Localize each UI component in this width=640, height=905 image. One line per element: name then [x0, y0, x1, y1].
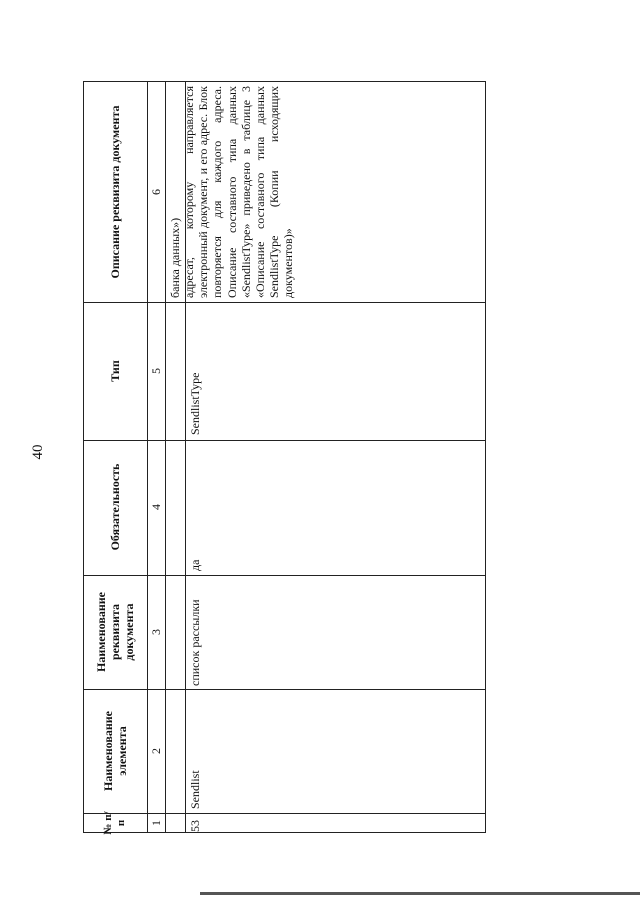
header-element-name: Наименование элемента	[101, 711, 129, 791]
column-separator-2	[84, 813, 485, 814]
header-type: Тип	[108, 360, 122, 382]
header-row-number: № п/п	[102, 811, 127, 835]
scan-edge-line	[200, 892, 640, 895]
header-separator	[147, 82, 148, 832]
column-separator-6	[84, 302, 485, 303]
table-row-description: адресат, которому направляется электронный документ, и его адрес. Блок повторяется для каждого адреса. Описание составного типа данных «SendlistType» приведено в таблице 3 «Описание составного типа данных SendlistType (Копии исходящих документов)»	[182, 86, 296, 298]
continuation-description: банка данных»)	[168, 217, 182, 298]
index-cell-3: 3	[149, 629, 163, 635]
header-description: Описание реквизита документа	[108, 105, 122, 279]
page-number: 40	[30, 444, 46, 460]
index-row-separator	[165, 82, 166, 832]
table-row-type: SendlistType	[188, 372, 202, 435]
column-separator-5	[84, 440, 485, 441]
index-cell-6: 6	[149, 189, 163, 195]
requisites-table	[83, 81, 486, 833]
column-separator-4	[84, 575, 485, 576]
table-row-number: 53	[188, 820, 202, 832]
index-cell-4: 4	[149, 504, 163, 510]
table-row-required: да	[188, 559, 202, 571]
index-cell-5: 5	[149, 368, 163, 374]
column-separator-3	[84, 689, 485, 690]
index-cell-1: 1	[149, 820, 163, 826]
header-required: Обязательность	[108, 463, 122, 551]
header-requisite-name: Наименование реквизита документа	[94, 592, 136, 672]
table-row-element: Sendlist	[188, 770, 202, 809]
index-cell-2: 2	[149, 748, 163, 754]
table-row-requisite: список рассылки	[188, 599, 202, 686]
